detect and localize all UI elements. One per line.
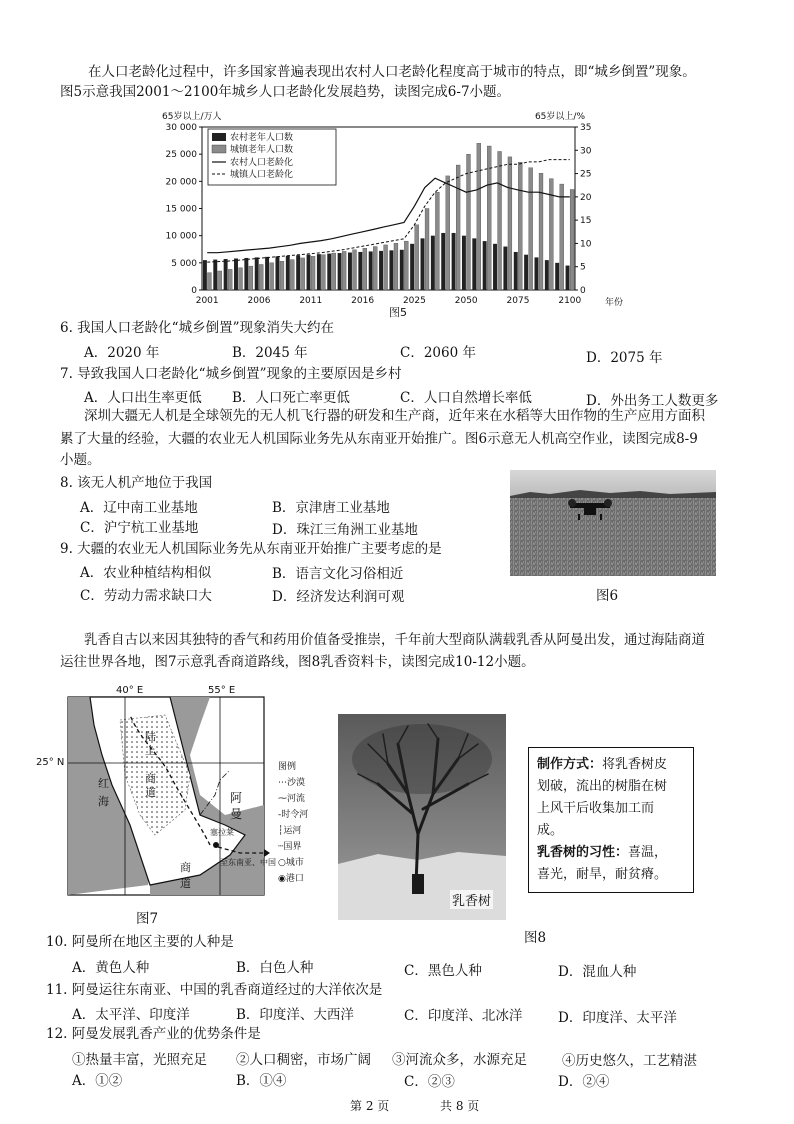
map-city-label: 塞拉莱 — [210, 828, 234, 837]
rural-bar — [327, 254, 331, 290]
intro2-line-3: 小题。 — [60, 452, 101, 468]
x-tick-label: 2025 — [402, 296, 426, 306]
rural-bar — [389, 250, 393, 290]
x-tick-label: 2006 — [247, 296, 271, 306]
rural-bar — [421, 238, 425, 290]
rural-bar — [534, 257, 538, 290]
q9-option-a: A．农业种植结构相似 — [80, 565, 212, 581]
rural-bar — [493, 244, 497, 290]
right-tick-label: 25 — [580, 169, 592, 180]
fig6-label: 图6 — [596, 588, 619, 604]
urban-bar — [446, 176, 450, 290]
q8-option-d: D．珠江三角洲工业基地 — [272, 522, 418, 538]
urban-bar — [270, 263, 274, 290]
urban-bar — [518, 162, 522, 290]
x-axis-label: 年份 — [605, 298, 624, 308]
intro-line-2: 图5示意我国2001～2100年城乡人口老龄化发展趋势，读图完成6-7小题。 — [60, 84, 511, 100]
urban-bar — [529, 168, 533, 290]
q9-option-d: D．经济发达利润可观 — [272, 589, 405, 605]
q6-option-c: C．2060 年 — [400, 345, 476, 361]
rural-bar — [369, 251, 373, 290]
q10-stem: 10. 阿曼所在地区主要的人种是 — [46, 934, 234, 950]
rural-bar — [203, 260, 207, 290]
q11-option-c: C．印度洋、北冰洋 — [404, 1008, 523, 1024]
urban-bar — [259, 264, 263, 290]
card-habit-l1: 喜温， — [628, 845, 668, 860]
right-tick-label: 10 — [580, 239, 592, 250]
intro3-line-1: 乳香自古以来因其独特的香气和药用价值备受推崇，千年前大型商队满载乳香从阿曼出发，通过海陆商道 — [84, 632, 705, 648]
urban-bar — [342, 251, 346, 290]
urban-bar — [394, 243, 398, 290]
fig7-label: 图7 — [136, 911, 159, 927]
urban-bar — [363, 248, 367, 290]
q6-option-a: A．2020 年 — [84, 345, 160, 361]
q10-option-c: C．黑色人种 — [404, 963, 482, 979]
q11-option-d: D．印度洋、太平洋 — [558, 1010, 677, 1026]
urban-bar — [508, 157, 512, 290]
urban-bar — [301, 258, 305, 290]
map-legend: 图例 ⋯沙漠 ⁓河流 ‐时令河 ┆运河 ┄国界 ○城市 ◉港口 — [278, 762, 309, 884]
x-tick-label: 2011 — [299, 296, 323, 306]
rural-bar — [400, 250, 404, 290]
left-tick-label: 15 000 — [165, 204, 197, 215]
urban-bar — [218, 271, 222, 290]
map-sea-route-label: 商 道 — [180, 861, 191, 890]
right-tick-label: 20 — [580, 192, 592, 203]
legend-rural-label: 农村老年人口数 — [230, 133, 294, 143]
rural-bar — [566, 266, 570, 290]
card-method-l3: 上风干后收集加工而 — [537, 801, 655, 816]
q10-option-a: A．黄色人种 — [72, 960, 150, 976]
q12-option-a: A．①② — [72, 1073, 123, 1089]
q8-option-c: C．沪宁杭工业基地 — [80, 520, 199, 536]
footer-page: 第 2 页 — [350, 1099, 390, 1113]
rural-bar — [410, 244, 414, 290]
legend-rural-swatch — [212, 133, 226, 141]
q10-option-d: D．混血人种 — [558, 964, 637, 980]
urban-bar — [228, 269, 232, 290]
q6-option-d: D．2075 年 — [586, 350, 663, 366]
rural-bar — [234, 258, 238, 290]
card-method-l2: 划破，流出的树脂在树 — [537, 779, 668, 794]
urban-bar — [290, 260, 294, 290]
rural-bar — [555, 263, 559, 290]
urban-bar — [353, 250, 357, 290]
q7-stem: 7. 导致我国人口老龄化“城乡倒置”现象的主要原因是乡村 — [60, 366, 402, 382]
rural-bar — [286, 256, 290, 290]
rural-bar — [307, 255, 311, 290]
urban-bar — [321, 255, 325, 290]
q10-option-b: B．白色人种 — [236, 960, 314, 976]
map-oman-label: 阿 曼 — [230, 791, 243, 821]
x-tick-label: 2001 — [195, 296, 219, 306]
left-tick-label: 25 000 — [165, 150, 197, 161]
urban-bar — [249, 266, 253, 290]
rural-bar — [255, 257, 259, 290]
rural-bar — [441, 233, 445, 290]
legend-urban-label: 城镇老年人口数 — [230, 145, 294, 155]
q8-option-b: B．京津唐工业基地 — [272, 500, 390, 516]
intro2-line-2: 累了大量的经验，大疆的农业无人机国际业务先从东南亚开始推广。图6示意无人机高空作业，读图完成8-9 — [60, 431, 698, 447]
figure5-chart — [150, 105, 624, 320]
right-tick-label: 15 — [580, 216, 592, 227]
map-red-sea-label: 红 海 — [98, 777, 109, 808]
rural-bar — [503, 247, 507, 290]
x-tick-label: 2050 — [454, 296, 478, 306]
rural-bar — [483, 241, 487, 290]
rural-bar — [358, 252, 362, 290]
left-axis-label: 65岁以上/万人 — [162, 112, 222, 122]
urban-bar — [311, 256, 315, 290]
q6-stem: 6. 我国人口老龄化“城乡倒置”现象消失大约在 — [60, 320, 334, 336]
right-tick-label: 30 — [580, 146, 592, 157]
frankincense-tree-photo — [338, 714, 506, 920]
rural-bar — [317, 254, 321, 290]
q6-option-b: B．2045 年 — [232, 345, 308, 361]
rural-bar — [452, 233, 456, 290]
rural-bar — [545, 260, 549, 290]
q7-option-b: B．人口死亡率更低 — [232, 390, 350, 406]
urban-bar — [435, 192, 439, 290]
q12-option-d: D．②④ — [558, 1074, 610, 1090]
rural-bar — [431, 236, 435, 290]
right-tick-label: 35 — [580, 123, 592, 133]
card-habit-l2: 喜光，耐旱，耐贫瘠。 — [537, 867, 668, 882]
right-tick-label: 5 — [580, 262, 586, 273]
chart-svg — [150, 105, 624, 320]
rural-bar — [296, 255, 300, 290]
x-tick-label: 2075 — [506, 296, 530, 306]
rural-bar — [379, 251, 383, 290]
q7-option-d: D．外出务工人数更多 — [586, 393, 719, 409]
q12-statement-4: ④历史悠久，工艺精湛 — [562, 1053, 697, 1069]
card-method-title: 制作方式： — [537, 757, 603, 772]
q7-option-a: A．人口出生率更低 — [84, 390, 202, 406]
legend-urban-aging-label: 城镇人口老龄化 — [230, 170, 294, 180]
q11-option-b: B．印度洋、大西洋 — [236, 1007, 354, 1023]
x-tick-label: 2016 — [351, 296, 375, 306]
map-land-route-label: 陆 上 商 道 — [145, 730, 156, 799]
rural-bar — [524, 255, 528, 290]
footer-total: 共 8 页 — [440, 1099, 480, 1113]
intro-line-1: 在人口老龄化过程中，许多国家普遍表现出农村人口老龄化程度高于城市的特点，即“城乡倒置”现象。 — [88, 64, 696, 80]
rural-bar — [514, 252, 518, 290]
urban-bar — [280, 261, 284, 290]
q9-option-b: B．语言文化习俗相近 — [272, 566, 404, 582]
rural-bar — [348, 253, 352, 290]
urban-bar — [384, 245, 388, 290]
urban-bar — [570, 189, 574, 290]
q9-stem: 9. 大疆的农业无人机国际业务先从东南亚开始推广主要考虑的是 — [60, 541, 442, 557]
rural-bar — [265, 257, 269, 290]
rural-bar — [338, 253, 342, 290]
urban-bar — [425, 209, 429, 291]
left-tick-label: 20 000 — [165, 177, 197, 188]
q12-option-c: C．②③ — [404, 1074, 455, 1090]
urban-bar — [332, 253, 336, 290]
q12-option-b: B．①④ — [236, 1073, 287, 1089]
left-tick-label: 0 — [191, 286, 197, 296]
q12-statement-2: ②人口稠密，市场广阔 — [236, 1052, 371, 1068]
figure5-label: 图5 — [389, 306, 407, 319]
q12-stem: 12. 阿曼发展乳香产业的优势条件是 — [46, 1026, 261, 1042]
map-lat-25: 25° N — [36, 757, 65, 768]
urban-bar — [467, 154, 471, 290]
q8-stem: 8. 该无人机产地位于我国 — [60, 475, 213, 491]
q11-option-a: A．太平洋、印度洋 — [72, 1007, 190, 1023]
legend-urban-swatch — [212, 145, 226, 153]
left-tick-label: 10 000 — [165, 231, 197, 242]
figure7-map — [36, 685, 320, 927]
right-axis-label: 65岁以上/% — [534, 112, 585, 122]
urban-bar — [539, 173, 543, 290]
q8-option-a: A．辽中南工业基地 — [80, 500, 198, 516]
rural-bar — [213, 260, 217, 290]
q11-stem: 11. 阿曼运往东南亚、中国的乳香商道经过的大洋依次是 — [46, 982, 383, 998]
card-method-l1: 将乳香树皮 — [602, 757, 668, 772]
map-destination-label: 至东南亚、中国 — [220, 858, 276, 867]
frankincense-info-card — [528, 747, 694, 893]
rural-bar — [472, 238, 476, 290]
drone-photo — [510, 470, 716, 576]
intro2-line-1: 深圳大疆无人机是全球领先的无人机飞行器的研发和生产商，近年来在水稻等大田作物的生产应用方面积 — [84, 408, 705, 424]
card-habit-title: 乳香树的习性： — [537, 845, 629, 860]
rural-bar — [244, 258, 248, 290]
urban-bar — [415, 225, 419, 290]
left-tick-label: 5 000 — [171, 258, 197, 269]
tree-photo-label: 乳香树 — [450, 890, 493, 909]
q9-option-c: C．劳动力需求缺口大 — [80, 588, 212, 604]
urban-bar — [456, 165, 460, 290]
q12-statement-3: ③河流众多，水源充足 — [392, 1052, 527, 1068]
urban-bar — [498, 151, 502, 290]
left-tick-label: 30 000 — [165, 123, 197, 133]
rural-bar — [275, 256, 279, 290]
rural-bar — [224, 259, 228, 290]
legend-rural-aging-label: 农村人口老龄化 — [230, 158, 294, 168]
x-tick-label: 2100 — [558, 296, 582, 306]
map-lon-40: 40° E — [116, 685, 144, 696]
card-method-l4: 成。 — [537, 823, 564, 838]
rural-bar — [462, 236, 466, 290]
urban-bar — [373, 247, 377, 290]
urban-bar — [560, 184, 564, 290]
map-lon-55: 55° E — [208, 685, 236, 696]
urban-bar — [239, 268, 243, 290]
intro3-line-2: 运往世界各地，图7示意乳香商道路线，图8乳香资料卡，读图完成10-12小题。 — [60, 654, 535, 670]
urban-bar — [477, 143, 481, 290]
urban-bar — [207, 273, 211, 290]
fig8-label: 图8 — [524, 930, 547, 946]
q7-option-c: C．人口自然增长率低 — [400, 390, 532, 406]
right-tick-label: 0 — [580, 286, 586, 296]
q12-statement-1: ①热量丰富，光照充足 — [72, 1052, 207, 1068]
urban-bar — [404, 241, 408, 290]
